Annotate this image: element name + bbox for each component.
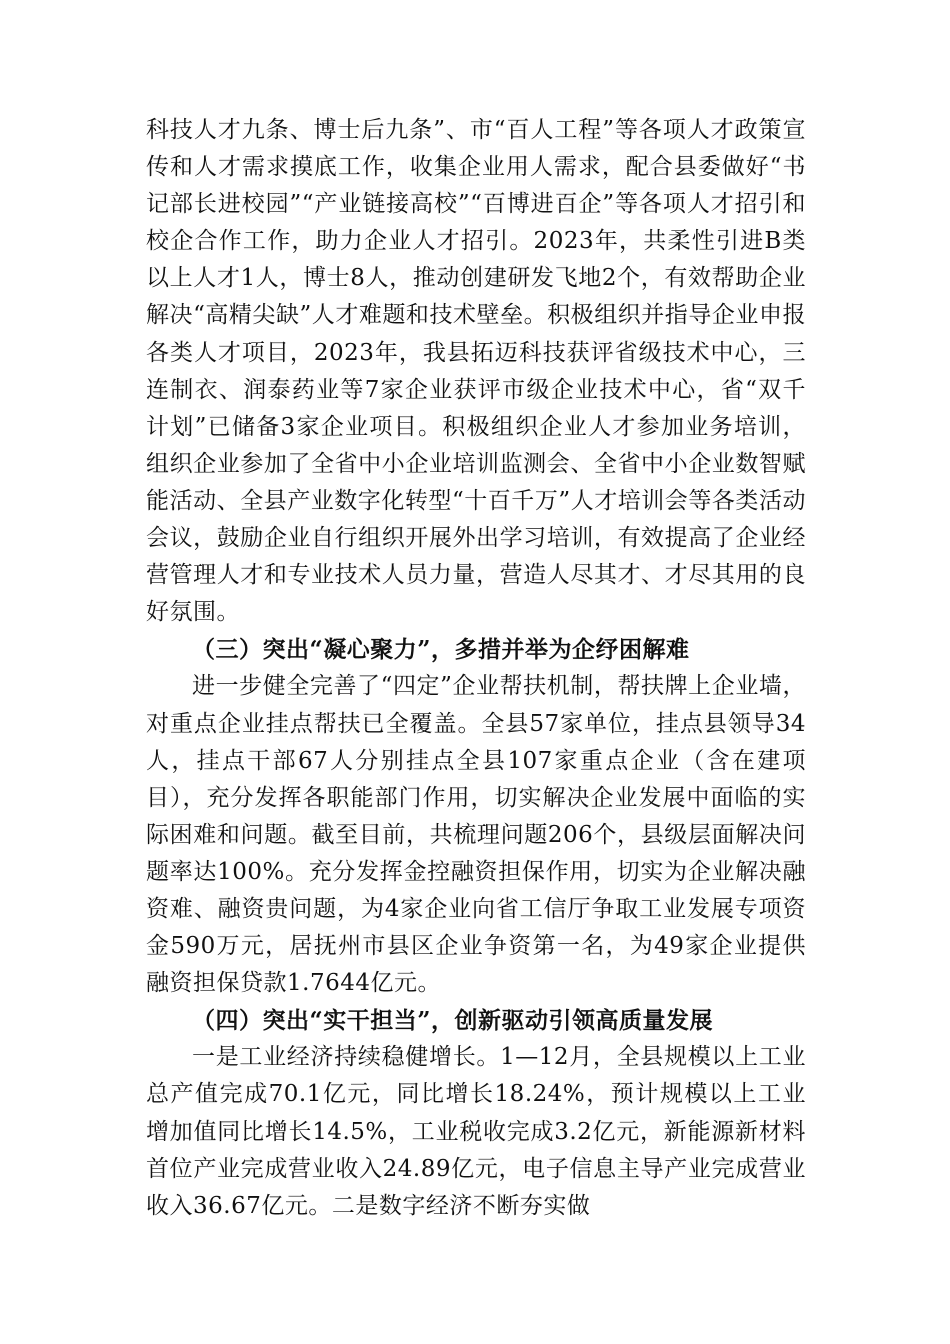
section-heading-3: （三）突出“凝心聚力”，多措并举为企纾困解难 — [192, 636, 690, 664]
section-heading-4: （四）突出“实干担当”，创新驱动引领高质量发展 — [192, 1007, 713, 1035]
paragraph-enterprise-support: 进一步健全完善了“四定”企业帮扶机制，帮扶牌上企业墙，对重点企业挂点帮扶已全覆盖。全县57家单位，挂点县领导34人，挂点干部67人分别挂点全县107家重点企业（含在建项目），充分发挥各职能部门作用，切实解决企业发展中面临的实际困难和问题。截至目前，共梳理问题206个，县级层面解决问题率达100%。充分发挥金控融资担保作用，切实为企业解决融资难、融资贵问题，为4家企业向省工信厅争取工业发展专项资金590万元，居抚州市县区企业争资第一名，为49家企业提供融资担保贷款1.7644亿元。 — [146, 673, 806, 997]
paragraph-talent-policy: 科技人才九条、博士后九条”、市“百人工程”等各项人才政策宣传和人才需求摸底工作，收集企业用人需求，配合县委做好“书记部长进校园”“产业链接高校”“百博进百企”等各项人才招引和校企合作工作，助力企业人才招引。2023年，共柔性引进B类以上人才1人，博士8人，推动创建研发飞地2个，有效帮助企业解决“高精尖缺”人才难题和技术壁垒。积极组织并指导企业申报各类人才项目，2023年，我县拓迈科技获评省级技术中心，三连制衣、润泰药业等7家企业获评市级企业技术中心，省“双千计划”已储备3家企业项目。积极组织企业人才参加业务培训，组织企业参加了全省中小企业培训监测会、全省中小企业数智赋能活动、全县产业数字化转型“十百千万”人才培训会等各类活动会议，鼓励企业自行组织开展外出学习培训，有效提高了企业经营管理人才和专业技术人员力量，营造人尽其才、才尽其用的良好氛围。 — [146, 117, 806, 626]
document-body — [146, 112, 806, 1225]
paragraph-industrial-economy: 一是工业经济持续稳健增长。1—12月，全县规模以上工业总产值完成70.1亿元，同比增长18.24%，预计规模以上工业增加值同比增长14.5%，工业税收完成3.2亿元，新能源新材料首位产业完成营业收入24.89亿元，电子信息主导产业完成营业收入36.67亿元。二是数字经济不断夯实做 — [146, 1044, 806, 1219]
